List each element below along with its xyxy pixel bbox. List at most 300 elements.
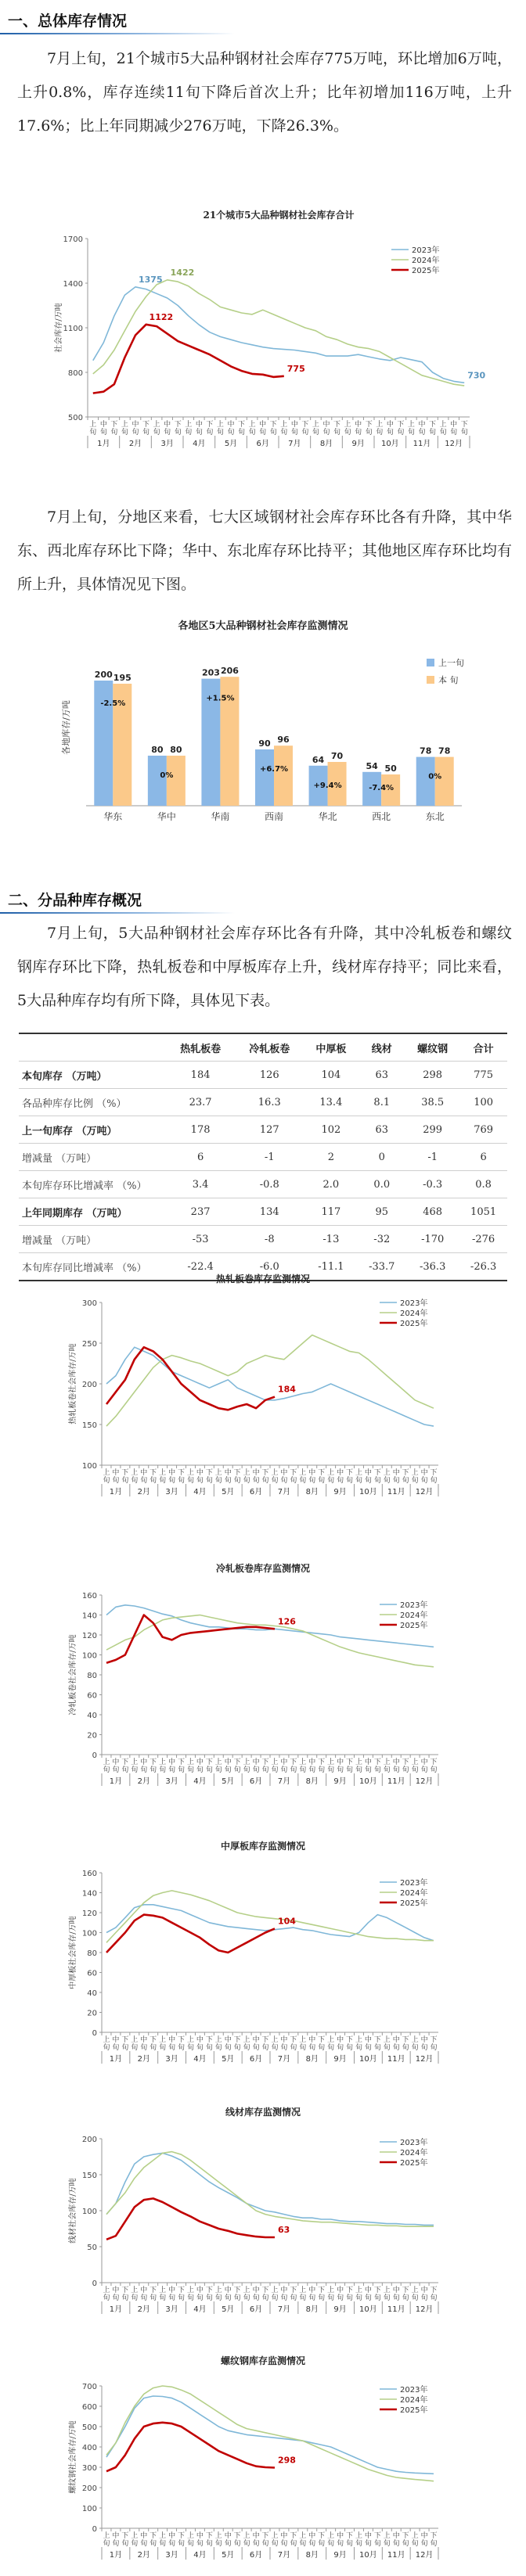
row-label: 上年同期库存 （万吨） (19, 1198, 166, 1226)
data-label: 730 (467, 370, 486, 381)
change-label: 0% (428, 772, 442, 781)
month-label: 6月 (249, 2305, 263, 2314)
table-row (19, 1116, 507, 1144)
bar-value-label: 78 (438, 745, 451, 756)
y-tick-label: 500 (81, 2423, 97, 2432)
month-label: 12月 (415, 2055, 434, 2064)
series-line-2023年 (106, 2153, 434, 2225)
legend-label: 2023年 (400, 2139, 428, 2147)
x-tick-label: 下旬 (429, 421, 437, 437)
x-tick-label: 上旬 (103, 2036, 110, 2052)
series-line-2024年 (106, 1335, 434, 1427)
legend-label: 本 旬 (438, 675, 459, 685)
x-tick-label: 上旬 (186, 2532, 194, 2548)
month-label: 8月 (319, 440, 333, 448)
x-tick-label: 上旬 (103, 1469, 110, 1485)
x-tick-label: 中旬 (386, 421, 394, 437)
x-tick-label: 上旬 (186, 2287, 194, 2302)
series-line-2024年 (106, 1615, 434, 1667)
table-cell: 0.0 (358, 1171, 405, 1198)
x-tick-label: 中旬 (112, 1759, 120, 1774)
x-tick-label: 下旬 (233, 1759, 241, 1774)
section1-paragraph-1: 7月上旬，21个城市5大品种钢材社会库存775万吨，环比增加6万吨，上升0.8%，库存连续11旬下降后首次上升；比年初增加116万吨，上升17.6%；比上年同期减少276万吨，下降26.3%。 (17, 50, 512, 135)
x-tick-label: 下旬 (318, 2036, 326, 2052)
y-tick-label: 100 (81, 2208, 97, 2216)
section2-paragraph-1: 7月上旬，5大品种钢材社会库存环比各有升降，其中冷轧板卷和螺纹钢库存环比下降，热轧板卷和中厚板库存上升，线材库存持平；同比来看，5大品种库存均有所下降，具体见下表。 (17, 925, 512, 1009)
x-tick-label: 下旬 (205, 2287, 213, 2302)
month-label: 7月 (277, 1488, 291, 1496)
table-cell: 104 (304, 1062, 358, 1089)
table-cell: 127 (235, 1116, 304, 1144)
x-tick-label: 中旬 (196, 1469, 204, 1485)
y-tick-label: 0 (92, 1751, 97, 1760)
x-tick-label: 上旬 (131, 1469, 139, 1485)
month-label: 5月 (224, 440, 238, 448)
bar-value-label: 200 (94, 670, 113, 680)
table-row (19, 1089, 507, 1116)
month-label: 1月 (109, 2551, 123, 2560)
table-cell: 6 (459, 1144, 507, 1171)
x-tick-label: 下旬 (346, 2532, 354, 2548)
x-tick-label: 上旬 (271, 2532, 279, 2548)
x-tick-label: 中旬 (337, 1469, 344, 1485)
legend-swatch (427, 676, 434, 684)
x-tick-label: 下旬 (150, 2287, 157, 2302)
series-line-2025年 (106, 1915, 275, 1953)
table-row (19, 1226, 507, 1253)
x-tick-label: 上旬 (344, 421, 351, 437)
table-cell: 2 (304, 1144, 358, 1171)
month-label: 2月 (137, 2551, 150, 2560)
x-tick-label: 下旬 (402, 2532, 409, 2548)
bar-value-label: 80 (151, 745, 164, 755)
y-tick-label: 20 (87, 1731, 97, 1741)
month-label: 12月 (445, 440, 463, 448)
chart-title: 各地区5大品种钢材社会库存监测情况 (178, 620, 348, 632)
month-label: 5月 (222, 1777, 235, 1786)
y-tick-label: 1400 (63, 280, 83, 289)
y-tick-label: 0 (92, 2029, 97, 2038)
x-tick-label: 中旬 (280, 2036, 288, 2052)
bar-西南-prev (255, 749, 274, 806)
month-label: 2月 (137, 2305, 150, 2314)
x-tick-label: 下旬 (373, 2036, 381, 2052)
x-tick-label: 中旬 (392, 2287, 400, 2302)
bar-value-label: 90 (258, 738, 271, 749)
row-label: 各品种库存比例 （%） (19, 1089, 166, 1116)
legend-label: 2023年 (400, 1601, 428, 1610)
x-tick-label: 中旬 (140, 1469, 148, 1485)
table-cell: 178 (166, 1116, 235, 1144)
table-cell: 237 (166, 1198, 235, 1226)
month-label: 3月 (165, 2551, 178, 2560)
x-tick-label: 下旬 (261, 2532, 269, 2548)
x-tick-label: 上旬 (376, 421, 384, 437)
x-tick-label: 下旬 (301, 421, 309, 437)
month-label: 8月 (305, 1488, 319, 1496)
category-label: 华东 (103, 811, 123, 822)
x-tick-label: 上旬 (159, 2287, 167, 2302)
x-tick-label: 上旬 (103, 2532, 110, 2548)
table-cell: 16.3 (235, 1089, 304, 1116)
x-tick-label: 上旬 (411, 2532, 419, 2548)
table-header-cell: 热轧板卷 (166, 1033, 235, 1062)
x-tick-label: 下旬 (174, 421, 182, 437)
x-tick-label: 上旬 (271, 1759, 279, 1774)
x-tick-label: 中旬 (140, 2036, 148, 2052)
x-tick-label: 中旬 (168, 2036, 176, 2052)
x-tick-label: 中旬 (224, 2532, 232, 2548)
y-tick-label: 40 (87, 1989, 97, 1998)
x-tick-label: 中旬 (337, 2287, 344, 2302)
table-cell: -22.4 (166, 1253, 235, 1281)
x-tick-label: 上旬 (243, 1469, 250, 1485)
data-label: 63 (277, 2225, 290, 2236)
legend-label: 2023年 (412, 246, 440, 255)
legend-label: 2024年 (400, 1611, 428, 1620)
x-tick-label: 上旬 (159, 1759, 167, 1774)
x-tick-label: 中旬 (280, 1469, 288, 1485)
table-cell: 95 (358, 1198, 405, 1226)
y-tick-label: 80 (87, 1672, 97, 1680)
x-tick-label: 上旬 (271, 2036, 279, 2052)
month-label: 10月 (359, 2551, 377, 2560)
table-header-cell: 线材 (358, 1033, 405, 1062)
x-tick-label: 下旬 (233, 2287, 241, 2302)
x-tick-label: 中旬 (252, 1469, 260, 1485)
legend-label: 上一旬 (438, 658, 464, 668)
x-tick-label: 中旬 (392, 2036, 400, 2052)
x-tick-label: 中旬 (337, 2532, 344, 2548)
x-tick-label: 上旬 (411, 1759, 419, 1774)
x-tick-label: 中旬 (290, 421, 298, 437)
table-cell: 100 (459, 1089, 507, 1116)
x-tick-label: 中旬 (420, 2532, 428, 2548)
y-tick-label: 100 (81, 2505, 97, 2513)
x-tick-label: 上旬 (383, 1469, 391, 1485)
table-header-cell: 合计 (459, 1033, 507, 1062)
x-tick-label: 中旬 (420, 1759, 428, 1774)
table-cell: -33.7 (358, 1253, 405, 1281)
legend-label: 2024年 (412, 257, 440, 265)
x-tick-label: 中旬 (252, 1759, 260, 1774)
data-label: 298 (277, 2455, 296, 2466)
x-tick-label: 上旬 (214, 1759, 222, 1774)
x-tick-label: 下旬 (178, 1759, 186, 1774)
x-tick-label: 下旬 (233, 2532, 241, 2548)
x-tick-label: 下旬 (206, 421, 214, 437)
month-label: 3月 (165, 1488, 178, 1496)
x-tick-label: 下旬 (150, 2532, 157, 2548)
month-label: 4月 (193, 1488, 207, 1496)
x-tick-label: 下旬 (178, 1469, 186, 1485)
data-label: 1422 (170, 267, 195, 278)
table-cell: -26.3 (459, 1253, 507, 1281)
bar-东北-cur (435, 757, 454, 806)
legend-label: 2025年 (400, 2406, 428, 2415)
x-tick-label: 中旬 (224, 1469, 232, 1485)
series-line-2023年 (106, 2396, 434, 2474)
table-cell: 13.4 (304, 1089, 358, 1116)
x-tick-label: 上旬 (299, 2287, 307, 2302)
month-label: 11月 (387, 1777, 405, 1786)
category-label: 西北 (372, 811, 391, 822)
month-label: 11月 (387, 1488, 405, 1496)
table-cell: 8.1 (358, 1089, 405, 1116)
bar-value-label: 96 (277, 735, 290, 745)
x-tick-label: 上旬 (214, 2532, 222, 2548)
x-tick-label: 下旬 (238, 421, 246, 437)
y-tick-label: 150 (81, 1421, 97, 1430)
month-label: 9月 (333, 2055, 347, 2064)
table-cell: 775 (459, 1062, 507, 1089)
y-tick-label: 200 (81, 2136, 97, 2144)
bar-value-label: 80 (170, 745, 182, 755)
y-tick-label: 50 (87, 2244, 97, 2252)
y-tick-label: 800 (67, 369, 83, 378)
x-tick-label: 上旬 (153, 421, 160, 437)
x-tick-label: 中旬 (392, 2532, 400, 2548)
month-label: 12月 (415, 2305, 434, 2314)
x-tick-label: 中旬 (337, 1759, 344, 1774)
x-tick-label: 中旬 (364, 1469, 372, 1485)
table-cell: 134 (235, 1198, 304, 1226)
x-tick-label: 下旬 (261, 1469, 269, 1485)
x-tick-label: 上旬 (355, 1759, 362, 1774)
category-label: 华中 (157, 811, 176, 822)
x-tick-label: 下旬 (121, 1469, 129, 1485)
x-tick-label: 上旬 (407, 421, 415, 437)
category-label: 华北 (318, 811, 337, 822)
table-cell: -8 (235, 1226, 304, 1253)
month-label: 2月 (128, 440, 142, 448)
y-tick-label: 600 (81, 2403, 97, 2412)
x-tick-label: 上旬 (327, 2532, 335, 2548)
x-tick-label: 上旬 (131, 2287, 139, 2302)
x-tick-label: 中旬 (308, 1759, 316, 1774)
change-label: +6.7% (259, 765, 289, 774)
cold-rolled-chart (0, 1561, 526, 1823)
series-line-2025年 (106, 1347, 275, 1410)
bar-value-label: 195 (113, 673, 132, 683)
y-tick-label: 160 (81, 1592, 97, 1601)
x-tick-label: 上旬 (121, 421, 128, 437)
x-tick-label: 上旬 (383, 2287, 391, 2302)
bar-华中-cur (167, 756, 186, 806)
x-tick-label: 下旬 (430, 2532, 438, 2548)
row-label: 增减量 （万吨） (19, 1226, 166, 1253)
legend-label: 2023年 (400, 1879, 428, 1888)
month-label: 12月 (415, 1777, 434, 1786)
x-tick-label: 上旬 (186, 1759, 194, 1774)
x-tick-label: 中旬 (364, 2287, 372, 2302)
y-tick-label: 60 (87, 1691, 97, 1701)
chart-title: 21个城市5大品种钢材社会库存合计 (203, 210, 355, 221)
x-tick-label: 下旬 (205, 2036, 213, 2052)
x-tick-label: 中旬 (112, 1469, 120, 1485)
month-label: 6月 (249, 1777, 263, 1786)
x-tick-label: 上旬 (159, 1469, 167, 1485)
table-cell: -276 (459, 1226, 507, 1253)
x-tick-label: 下旬 (150, 2036, 157, 2052)
table-cell: 0 (358, 1144, 405, 1171)
data-label: 184 (277, 1384, 296, 1395)
x-tick-label: 下旬 (261, 2036, 269, 2052)
x-tick-label: 上旬 (299, 1469, 307, 1485)
month-label: 6月 (249, 2055, 263, 2064)
month-label: 3月 (165, 1777, 178, 1786)
x-tick-label: 中旬 (420, 2287, 428, 2302)
x-tick-label: 上旬 (214, 1469, 222, 1485)
x-tick-label: 中旬 (112, 2036, 120, 2052)
x-tick-label: 中旬 (259, 421, 267, 437)
x-tick-label: 下旬 (178, 2287, 186, 2302)
y-tick-label: 300 (81, 1299, 97, 1308)
x-tick-label: 下旬 (402, 2287, 409, 2302)
y-axis-label: 线材社会库存/万吨 (69, 2178, 77, 2244)
x-tick-label: 下旬 (333, 421, 341, 437)
series-line-2023年 (106, 1347, 434, 1426)
x-tick-label: 下旬 (365, 421, 373, 437)
x-tick-label: 上旬 (383, 2036, 391, 2052)
y-tick-label: 200 (81, 2484, 97, 2493)
legend-label: 2023年 (400, 1299, 428, 1308)
month-label: 1月 (109, 2305, 123, 2314)
month-label: 11月 (387, 2055, 405, 2064)
y-tick-label: 400 (81, 2444, 97, 2452)
x-tick-label: 中旬 (168, 1469, 176, 1485)
month-label: 9月 (333, 2305, 347, 2314)
chart-title: 冷轧板卷库存监测情况 (215, 1563, 311, 1574)
chart-title: 中厚板库存监测情况 (220, 1841, 306, 1852)
x-tick-label: 中旬 (196, 2532, 204, 2548)
table-cell: 38.5 (405, 1089, 459, 1116)
row-label: 增减量 （万吨） (19, 1144, 166, 1171)
table-cell: 2.0 (304, 1171, 358, 1198)
table-row (19, 1062, 507, 1089)
x-tick-label: 下旬 (430, 1759, 438, 1774)
x-tick-label: 下旬 (290, 2532, 297, 2548)
section1-paragraph-2: 7月上旬，分地区来看，七大区域钢材社会库存环比各有升降，其中华东、西北库存环比下降；华中、东北库存环比持平；其他地区库存环比均有所上升，具体情况见下图。 (17, 508, 512, 593)
month-label: 5月 (222, 1488, 235, 1496)
table-cell: 3.4 (166, 1171, 235, 1198)
x-tick-label: 上旬 (411, 1469, 419, 1485)
x-tick-label: 下旬 (402, 2036, 409, 2052)
y-axis-label: 各地库存/万吨 (61, 700, 71, 755)
x-tick-label: 下旬 (233, 1469, 241, 1485)
x-tick-label: 下旬 (402, 1469, 409, 1485)
bar-华中-prev (148, 756, 167, 806)
table-cell: -6.0 (235, 1253, 304, 1281)
month-label: 8月 (305, 2055, 319, 2064)
legend-swatch (427, 659, 434, 666)
table-cell: -1 (405, 1144, 459, 1171)
x-tick-label: 下旬 (110, 421, 118, 437)
wire-rod-chart (0, 2104, 526, 2347)
legend-label: 2024年 (400, 2149, 428, 2157)
table-cell: 298 (405, 1062, 459, 1089)
y-tick-label: 160 (81, 1870, 97, 1878)
table-cell: 63 (358, 1062, 405, 1089)
month-label: 4月 (193, 1777, 207, 1786)
x-tick-label: 中旬 (224, 2287, 232, 2302)
x-tick-label: 中旬 (450, 421, 458, 437)
x-tick-label: 中旬 (112, 2532, 120, 2548)
month-label: 8月 (305, 2551, 319, 2560)
table-cell: 102 (304, 1116, 358, 1144)
x-tick-label: 上旬 (159, 2532, 167, 2548)
x-tick-label: 中旬 (140, 2287, 148, 2302)
x-tick-label: 上旬 (355, 2287, 362, 2302)
change-label: 0% (160, 771, 174, 780)
x-tick-label: 下旬 (318, 2287, 326, 2302)
x-tick-label: 中旬 (364, 2532, 372, 2548)
x-tick-label: 下旬 (430, 2287, 438, 2302)
month-label: 7月 (277, 1777, 291, 1786)
section2-title: 二、分品种库存概况 (8, 892, 142, 909)
x-tick-label: 下旬 (205, 2532, 213, 2548)
x-tick-label: 中旬 (308, 1469, 316, 1485)
x-tick-label: 上旬 (312, 421, 319, 437)
x-tick-label: 下旬 (290, 1469, 297, 1485)
bar-value-label: 64 (312, 754, 325, 765)
x-tick-label: 上旬 (271, 2287, 279, 2302)
x-tick-label: 中旬 (364, 1759, 372, 1774)
legend-label: 2025年 (400, 1622, 428, 1630)
x-tick-label: 中旬 (132, 421, 139, 437)
x-tick-label: 中旬 (392, 1469, 400, 1485)
y-tick-label: 0 (92, 2280, 97, 2288)
bar-value-label: 50 (384, 763, 397, 774)
data-label: 126 (277, 1616, 296, 1627)
legend-label: 2024年 (400, 1889, 428, 1898)
change-label: -2.5% (100, 699, 126, 708)
x-tick-label: 中旬 (99, 421, 107, 437)
month-label: 5月 (222, 2551, 235, 2560)
change-label: -7.4% (369, 784, 394, 792)
y-tick-label: 100 (81, 1651, 97, 1661)
month-label: 4月 (193, 2055, 207, 2064)
row-label: 本旬库存环比增减率 （%） (19, 1171, 166, 1198)
table-cell: -36.3 (405, 1253, 459, 1281)
x-tick-label: 上旬 (214, 2036, 222, 2052)
month-label: 2月 (137, 1488, 150, 1496)
bar-value-label: 70 (330, 751, 344, 761)
table-cell: -1 (235, 1144, 304, 1171)
x-tick-label: 下旬 (397, 421, 405, 437)
y-tick-label: 80 (87, 1949, 97, 1958)
month-label: 10月 (359, 2305, 377, 2314)
table-cell: -0.8 (235, 1171, 304, 1198)
table-header-corner (19, 1033, 166, 1062)
x-tick-label: 上旬 (327, 1469, 335, 1485)
x-tick-label: 上旬 (214, 2287, 222, 2302)
x-tick-label: 上旬 (355, 1469, 362, 1485)
section1-underline (0, 33, 235, 34)
x-tick-label: 中旬 (252, 2287, 260, 2302)
y-axis-label: 螺纹钢社会库存/万吨 (69, 2420, 77, 2494)
table-cell: -11.1 (304, 1253, 358, 1281)
y-tick-label: 200 (81, 1381, 97, 1389)
y-tick-label: 500 (67, 414, 83, 422)
x-tick-label: 上旬 (327, 1759, 335, 1774)
x-tick-label: 下旬 (178, 2036, 186, 2052)
change-label: +9.4% (313, 781, 342, 790)
legend-label: 2025年 (400, 1899, 428, 1908)
x-tick-label: 下旬 (346, 1759, 354, 1774)
x-tick-label: 中旬 (227, 421, 235, 437)
category-label: 华南 (211, 811, 230, 822)
